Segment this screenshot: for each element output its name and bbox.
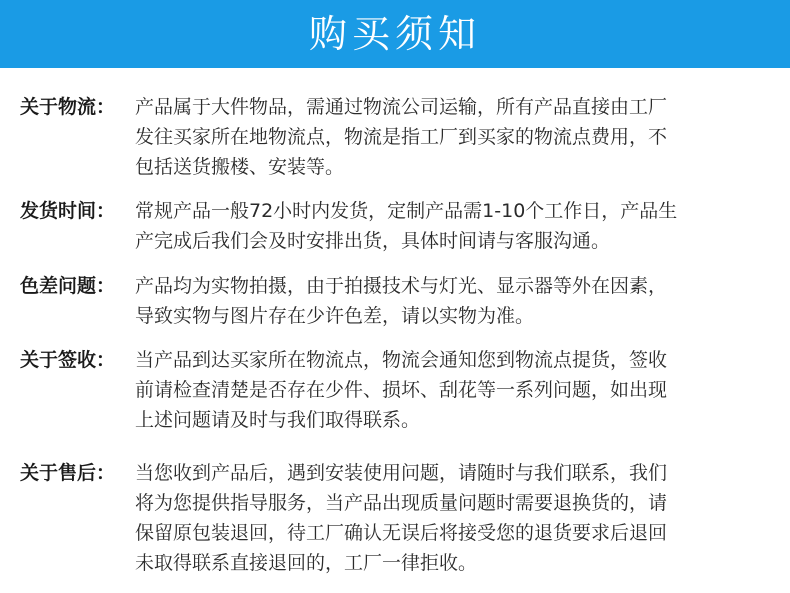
section-body [135, 458, 772, 578]
section-shipping-time [20, 196, 772, 256]
section-line: 前请检查清楚是否存在少件、损坏、刮花等一系列问题，如出现 [135, 379, 668, 401]
section-label: 发货时间： [20, 200, 116, 222]
section-line: 产品均为实物拍摄，由于拍摄技术与灯光、显示器等外在因素， [135, 275, 668, 297]
section-label: 色差问题： [20, 275, 116, 297]
section-line: 未取得联系直接退回的，工厂一律拒收。 [135, 552, 478, 574]
section-body [135, 92, 772, 182]
header-banner [0, 0, 790, 68]
section-line: 发往买家所在地物流点，物流是指工厂到买家的物流点费用，不 [135, 126, 668, 148]
section-line: 当产品到达买家所在物流点，物流会通知您到物流点提货，签收 [135, 349, 668, 371]
section-line: 保留原包装退回，待工厂确认无误后将接受您的退货要求后退回 [135, 522, 668, 544]
section-line: 将为您提供指导服务，当产品出现质量问题时需要退换货的，请 [135, 492, 668, 514]
section-body [135, 345, 772, 435]
section-line: 当您收到产品后，遇到安装使用问题，请随时与我们联系，我们 [135, 462, 668, 484]
section-body [135, 196, 772, 256]
section-after-sales [20, 458, 772, 578]
section-label: 关于售后： [20, 462, 116, 484]
section-label: 关于物流： [20, 96, 116, 118]
section-line: 产品属于大件物品，需通过物流公司运输，所有产品直接由工厂 [135, 96, 668, 118]
section-line: 包括送货搬楼、安装等。 [135, 156, 345, 178]
section-line: 产完成后我们会及时安排出货，具体时间请与客服沟通。 [135, 230, 611, 252]
page-title: 购买须知 [308, 12, 481, 56]
section-line: 导致实物与图片存在少许色差，请以实物为准。 [135, 305, 535, 327]
section-line: 常规产品一般72小时内发货，定制产品需1-10个工作日，产品生 [135, 200, 678, 222]
section-color-difference [20, 271, 772, 331]
section-logistics [20, 92, 772, 182]
section-label: 关于签收： [20, 349, 116, 371]
section-body [135, 271, 772, 331]
section-receipt [20, 345, 772, 435]
section-line: 上述问题请及时与我们取得联系。 [135, 409, 421, 431]
